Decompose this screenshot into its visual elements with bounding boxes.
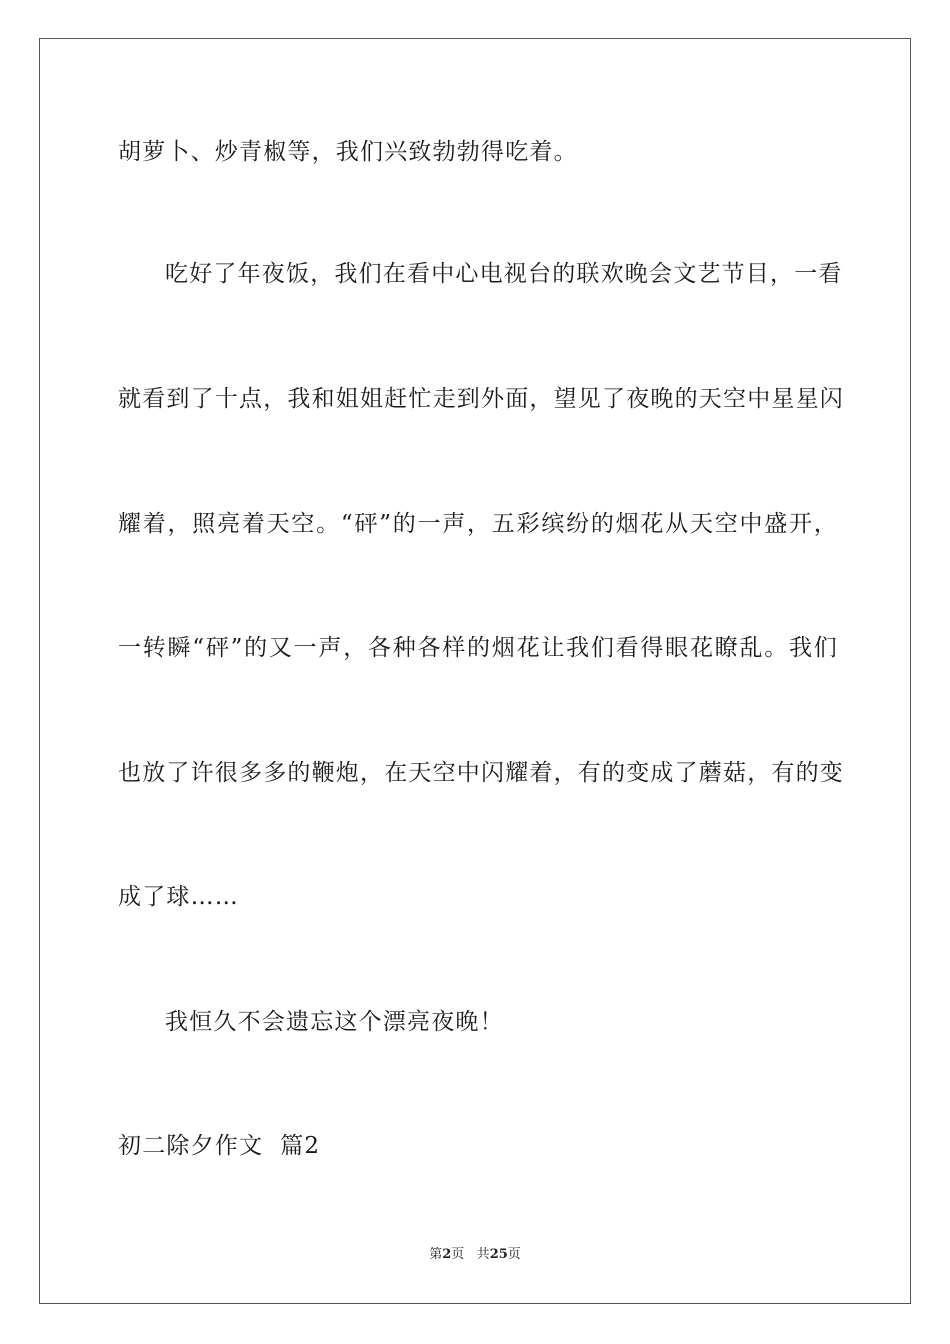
- body-line-8: 我恒久不会遗忘这个漂亮夜晚！: [165, 1009, 504, 1035]
- body-line-3: 就看到了十点，我和姐姐赶忙走到外面，望见了夜晚的天空中星星闪: [118, 386, 844, 412]
- page-border: [39, 38, 911, 1304]
- footer-total-suffix: 页: [507, 1247, 521, 1262]
- footer-page-number: 2: [442, 1247, 452, 1262]
- footer-total-prefix: 共: [476, 1247, 490, 1262]
- body-line-6: 也放了许很多多的鞭炮，在天空中闪耀着，有的变成了蘑菇，有的变: [118, 760, 844, 786]
- body-line-5: 一转瞬“砰”的又一声，各种各样的烟花让我们看得眼花瞭乱。我们: [118, 635, 838, 661]
- body-line-7: 成了球……: [118, 884, 239, 910]
- body-line-2: 吃好了年夜饭，我们在看中心电视台的联欢晚会文艺节目，一看: [165, 261, 843, 287]
- section-heading: 初二除夕作文 篇2: [118, 1133, 321, 1159]
- footer-page-prefix: 第: [429, 1247, 443, 1262]
- footer-page-suffix: 页: [451, 1247, 465, 1262]
- body-line-4: 耀着，照亮着天空。“砰”的一声，五彩缤纷的烟花从天空中盛开，: [118, 511, 838, 537]
- body-line-1: 胡萝卜、炒青椒等，我们兴致勃勃得吃着。: [118, 139, 578, 165]
- footer-total-pages: 25: [489, 1247, 508, 1262]
- page-footer: [0, 1246, 950, 1264]
